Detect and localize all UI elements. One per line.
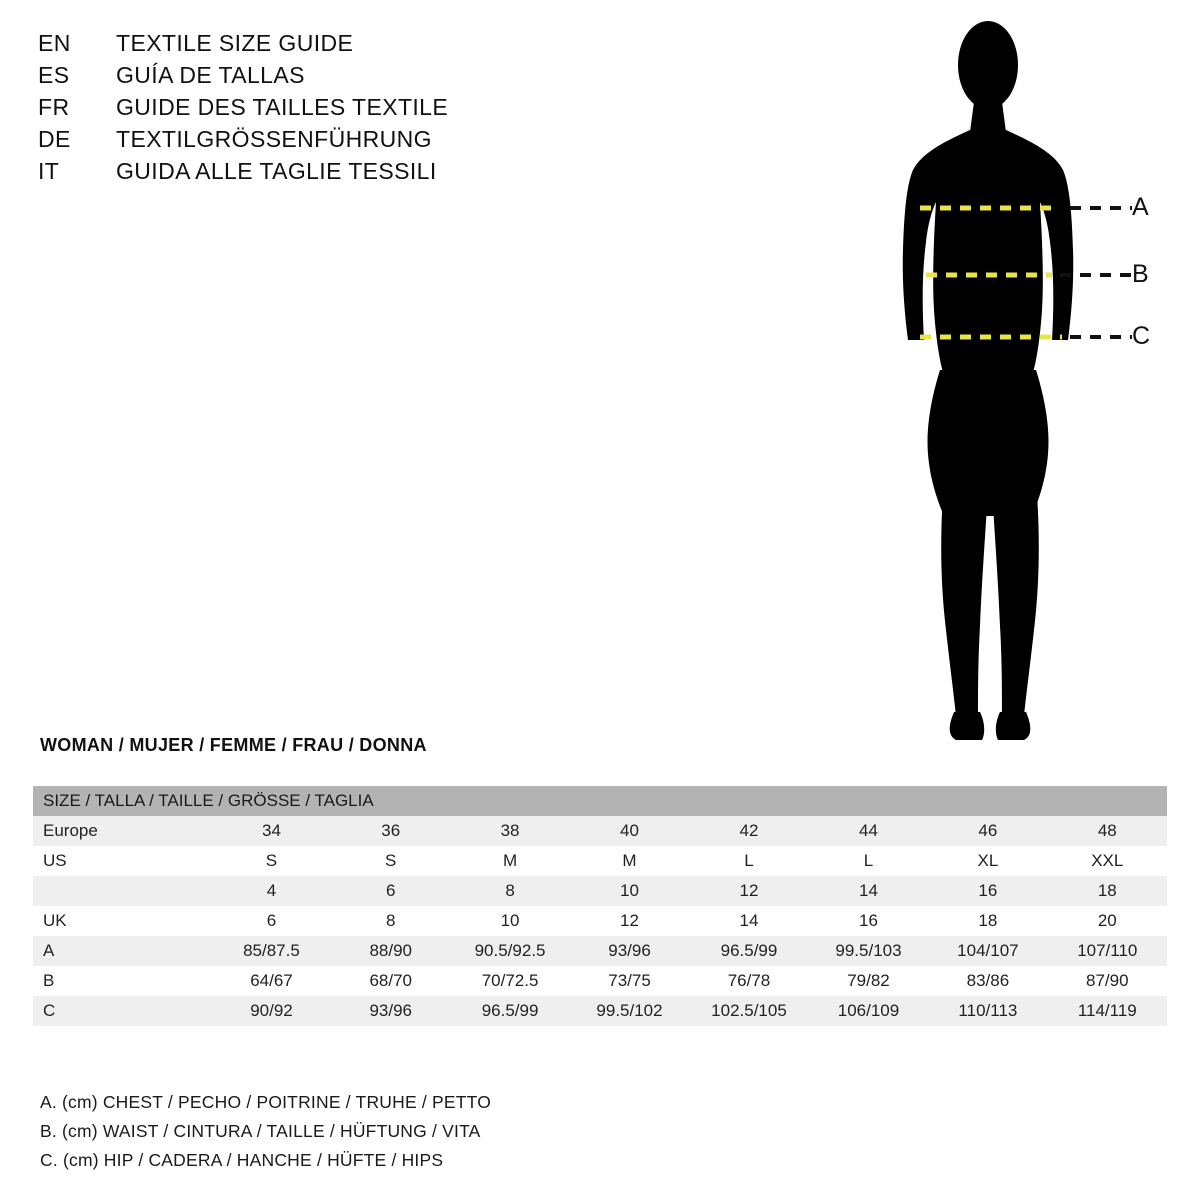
table-row [33, 936, 1167, 966]
cell: 18 [1048, 876, 1167, 906]
title-row [38, 94, 658, 126]
title-text-fr: GUIDE DES TAILLES TEXTILE [116, 94, 449, 120]
row-label-c: C [33, 996, 212, 1026]
cell: 14 [809, 876, 928, 906]
legend-line-c: C. (cm) HIP / CADERA / HANCHE / HÜFTE / HIPS [40, 1150, 444, 1170]
title-row [38, 126, 658, 158]
row-label-us-numeric [33, 876, 212, 906]
cell: 83/86 [928, 966, 1047, 996]
cell: 64/67 [212, 966, 331, 996]
cell: 68/70 [331, 966, 450, 996]
table-row [33, 846, 1167, 876]
measure-label-b: B [1132, 260, 1149, 288]
female-silhouette-icon [860, 10, 1190, 755]
cell: 10 [570, 876, 689, 906]
cell: 44 [809, 816, 928, 846]
table-section-title: WOMAN / MUJER / FEMME / FRAU / DONNA [40, 735, 427, 755]
cell: XL [928, 846, 1047, 876]
row-label-a: A [33, 936, 212, 966]
cell: 76/78 [689, 966, 809, 996]
table-row [33, 876, 1167, 906]
body-measurement-figure [860, 10, 1190, 750]
cell: 99.5/102 [570, 996, 689, 1026]
cell: 88/90 [331, 936, 450, 966]
cell: 36 [331, 816, 450, 846]
cell: 70/72.5 [450, 966, 569, 996]
title-lang-es: ES [38, 62, 70, 88]
cell: 48 [1048, 816, 1167, 846]
cell: 38 [450, 816, 569, 846]
title-row [38, 62, 658, 94]
title-lang-de: DE [38, 126, 71, 152]
row-label-europe: Europe [33, 816, 212, 846]
cell: 114/119 [1048, 996, 1167, 1026]
table-row [33, 966, 1167, 996]
cell: 90/92 [212, 996, 331, 1026]
cell: 46 [928, 816, 1047, 846]
cell: 10 [450, 906, 569, 936]
cell: 85/87.5 [212, 936, 331, 966]
legend-line-a: A. (cm) CHEST / PECHO / POITRINE / TRUHE / PETTO [40, 1092, 492, 1112]
title-row [38, 158, 658, 190]
cell: 8 [450, 876, 569, 906]
cell: 42 [689, 816, 809, 846]
cell: M [570, 846, 689, 876]
title-text-it: GUIDA ALLE TAGLIE TESSILI [116, 158, 437, 184]
cell: XXL [1048, 846, 1167, 876]
title-row [38, 30, 658, 62]
cell: 87/90 [1048, 966, 1167, 996]
cell: 96.5/99 [689, 936, 809, 966]
size-chart-table [33, 786, 1167, 1026]
table-header-label: SIZE / TALLA / TAILLE / GRÖSSE / TAGLIA [33, 786, 1167, 816]
cell: 73/75 [570, 966, 689, 996]
title-lang-en: EN [38, 30, 71, 56]
title-text-en: TEXTILE SIZE GUIDE [116, 30, 354, 56]
cell: 40 [570, 816, 689, 846]
cell: L [809, 846, 928, 876]
cell: 93/96 [570, 936, 689, 966]
cell: S [331, 846, 450, 876]
cell: 12 [570, 906, 689, 936]
row-label-uk: UK [33, 906, 212, 936]
cell: 93/96 [331, 996, 450, 1026]
cell: 4 [212, 876, 331, 906]
cell: 96.5/99 [450, 996, 569, 1026]
cell: 16 [809, 906, 928, 936]
cell: 107/110 [1048, 936, 1167, 966]
cell: 16 [928, 876, 1047, 906]
measure-label-c: C [1132, 322, 1151, 350]
cell: 18 [928, 906, 1047, 936]
title-text-de: TEXTILGRÖSSENFÜHRUNG [116, 126, 432, 152]
cell: 90.5/92.5 [450, 936, 569, 966]
cell: 14 [689, 906, 809, 936]
table-row [33, 996, 1167, 1026]
table-row [33, 906, 1167, 936]
cell: M [450, 846, 569, 876]
table-header-row [33, 786, 1167, 816]
row-label-b: B [33, 966, 212, 996]
row-label-us: US [33, 846, 212, 876]
cell: 34 [212, 816, 331, 846]
title-block [38, 30, 658, 190]
cell: 104/107 [928, 936, 1047, 966]
cell: 106/109 [809, 996, 928, 1026]
cell: 6 [212, 906, 331, 936]
title-lang-fr: FR [38, 94, 70, 120]
cell: 99.5/103 [809, 936, 928, 966]
cell: 6 [331, 876, 450, 906]
measure-label-a: A [1132, 193, 1149, 221]
title-text-es: GUÍA DE TALLAS [116, 62, 305, 88]
cell: L [689, 846, 809, 876]
cell: 110/113 [928, 996, 1047, 1026]
cell: S [212, 846, 331, 876]
cell: 79/82 [809, 966, 928, 996]
cell: 20 [1048, 906, 1167, 936]
measurement-legend [40, 1092, 740, 1179]
cell: 102.5/105 [689, 996, 809, 1026]
table-row [33, 816, 1167, 846]
cell: 8 [331, 906, 450, 936]
legend-line-b: B. (cm) WAIST / CINTURA / TAILLE / HÜFTUNG / VITA [40, 1121, 481, 1141]
title-lang-it: IT [38, 158, 60, 184]
cell: 12 [689, 876, 809, 906]
